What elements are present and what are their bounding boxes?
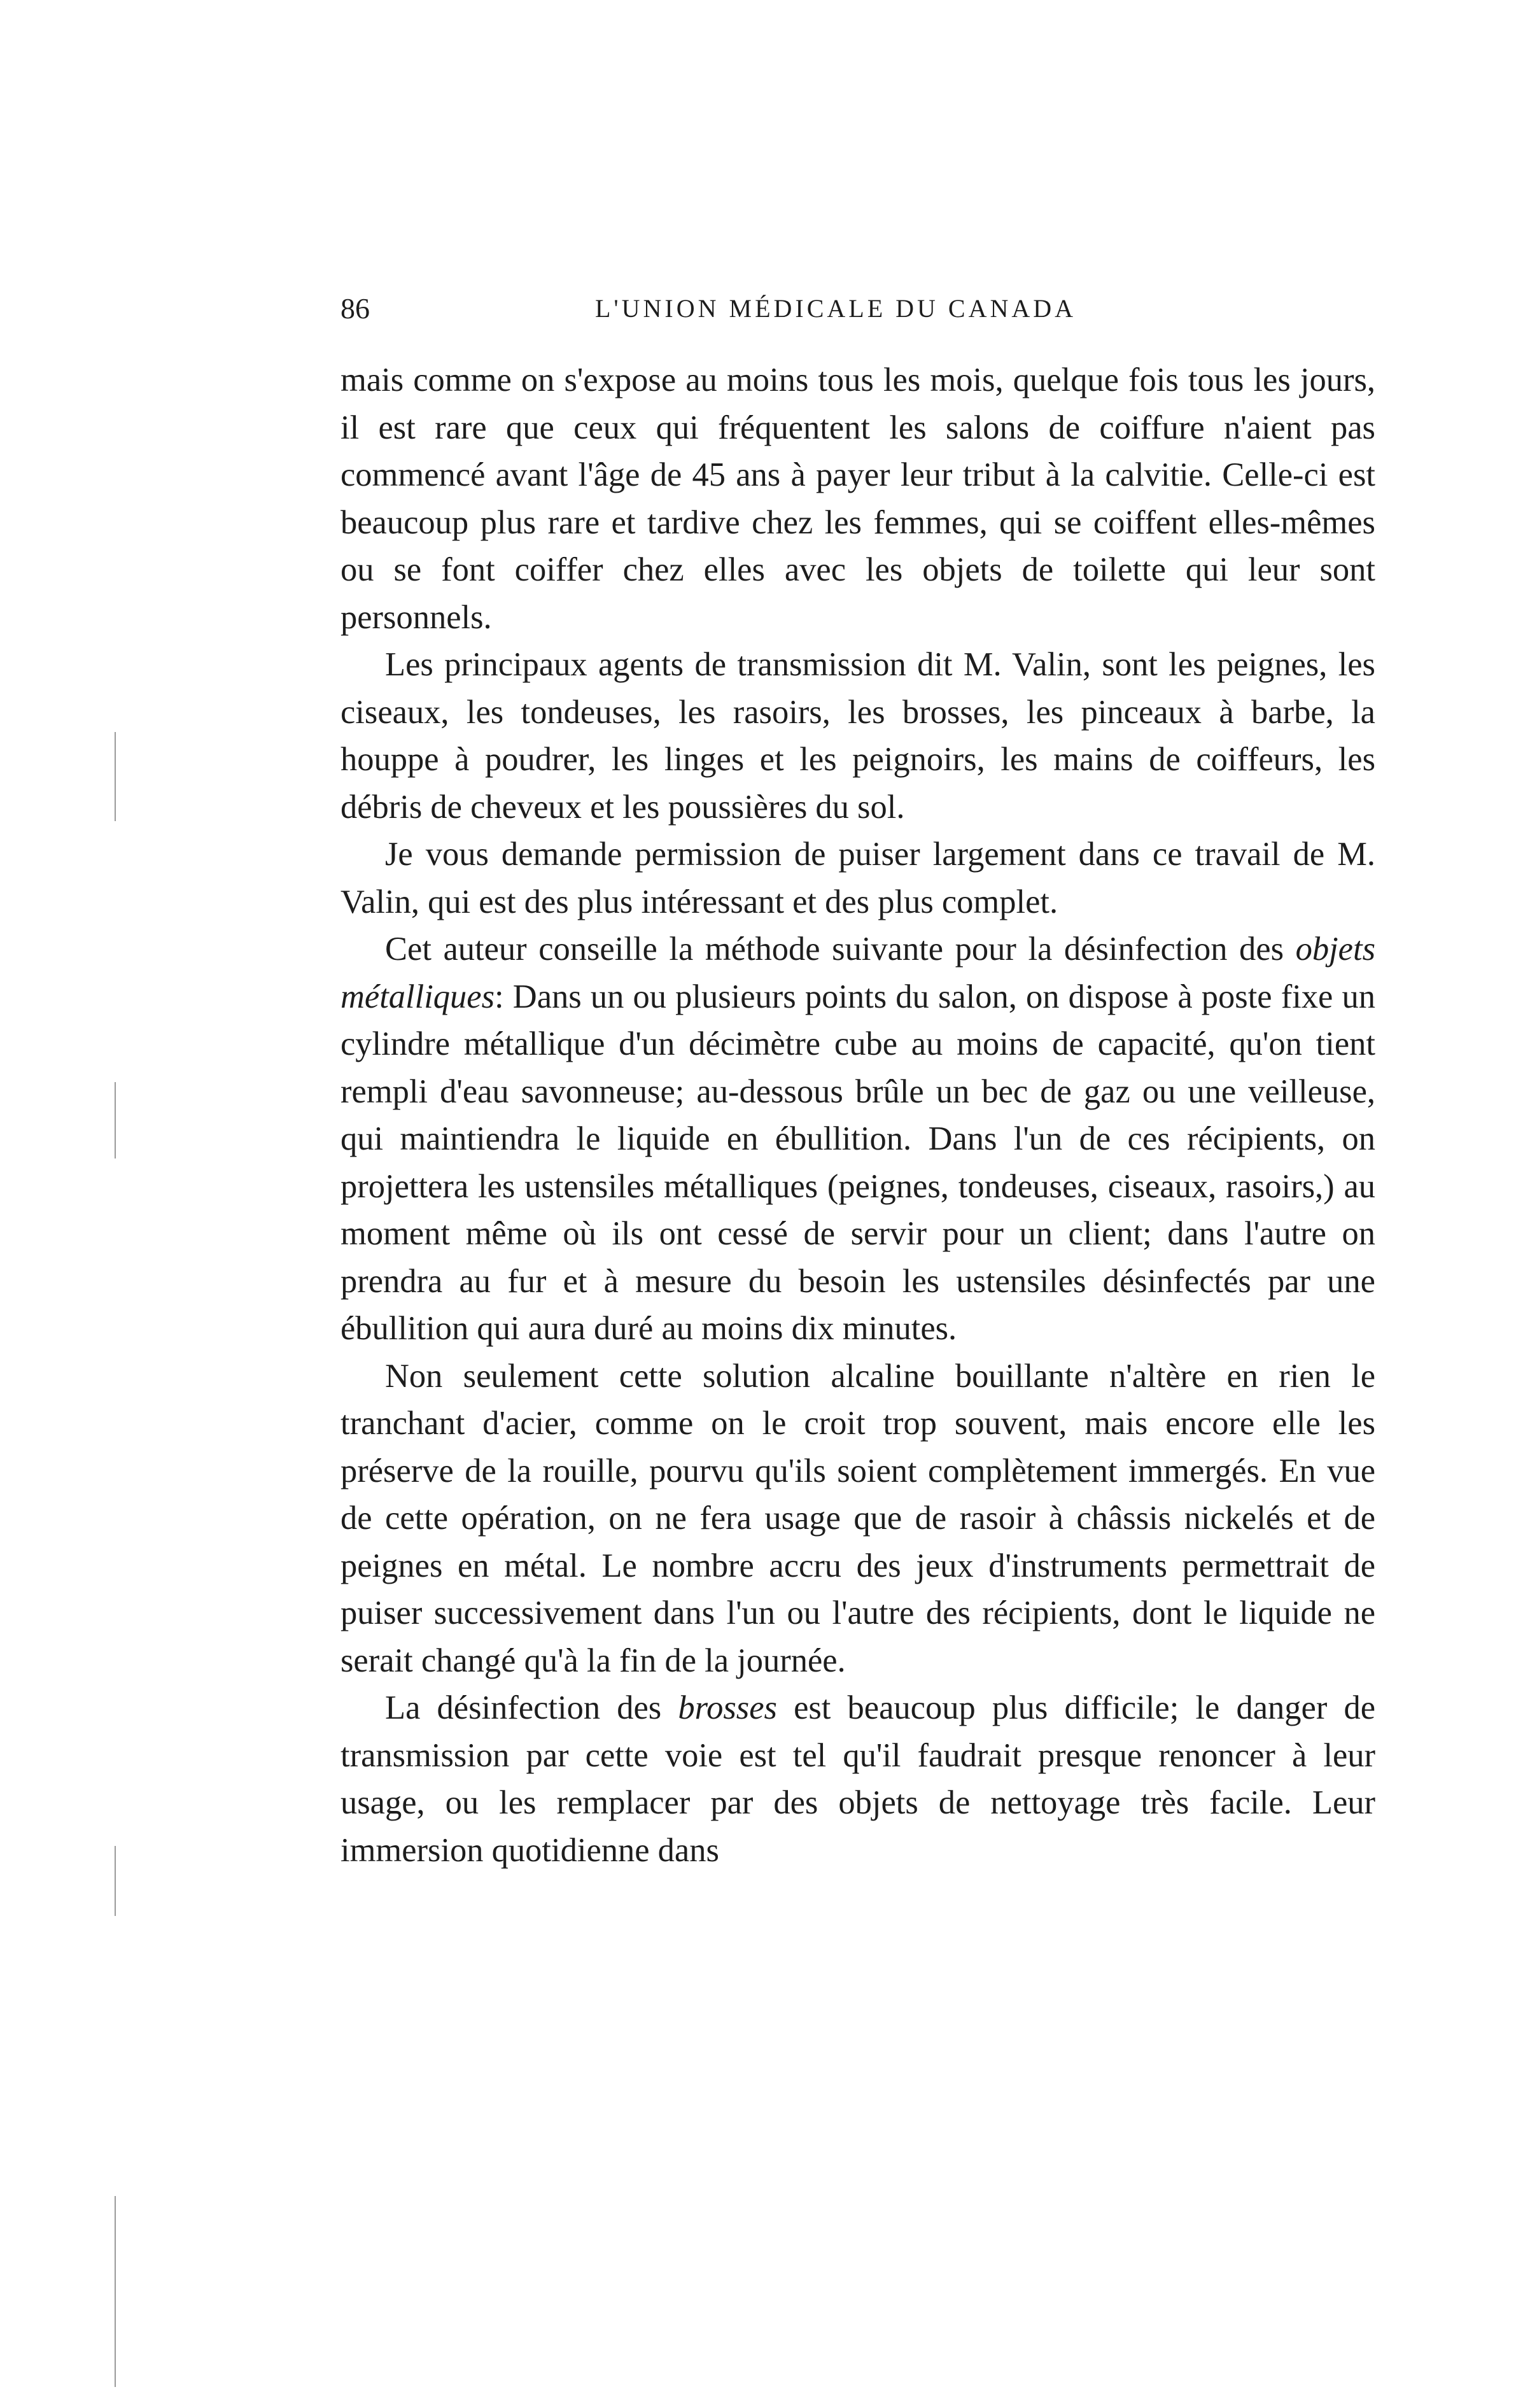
- paragraph-6: [340, 1684, 1375, 1874]
- paragraph-4: [340, 926, 1375, 1353]
- margin-speck-3: [115, 1846, 116, 1916]
- paragraph-3: Je vous demande permission de puiser largement dans ce travail de M. Valin, qui est des plus intéressant et des plus complet.: [340, 836, 1375, 920]
- margin-speck-4: [115, 2196, 116, 2387]
- margin-speck-1: [115, 732, 116, 821]
- paragraph-2: Les principaux agents de transmission dit M. Valin, sont les peignes, les ciseaux, les tondeuses, les rasoirs, les brosses, les pinceaux à barbe, la houppe à poudrer, les linges et les peignoirs, les mains de coiffeurs, les débris de cheveux et les poussières du sol.: [340, 646, 1375, 826]
- paragraph-6-italic: brosses: [678, 1689, 777, 1726]
- margin-speck-2: [115, 1082, 116, 1158]
- paragraph-6-text-before: La désinfection des: [385, 1689, 678, 1726]
- paragraph-6-text-after: est beaucoup plus difficile; le danger de transmission par cette voie est tel qu'il faudrait presque renoncer à leur usage, ou les remplacer par des objets de nettoyage très facile. Leur immersion quotidienne dans: [340, 1689, 1375, 1869]
- paragraph-1: mais comme on s'expose au moins tous les mois, quelque fois tous les jours, il est rare que ceux qui fréquentent les salons de coiffure n'aient pas commencé avant l'âge de 45 ans à payer leur tribut à la calvitie. Celle-ci est beaucoup plus rare et tardive chez les femmes, qui se coiffent elles-mêmes ou se font coiffer chez elles avec les objets de toilette qui leur sont personnels.: [340, 362, 1375, 636]
- page-number: 86: [340, 292, 370, 325]
- page-header: [340, 290, 1375, 328]
- body-text: [340, 356, 1375, 1874]
- paragraph-4-text-after: : Dans un ou plusieurs points du salon, on dispose à poste fixe un cylindre métallique d'un décimètre cube au moins de capacité, qu'on tient rempli d'eau savonneuse; au-dessous brûle un bec de gaz ou une veilleuse, qui maintiendra le liquide en ébullition. Dans l'un de ces récipients, on projettera les ustensiles métalliques (peignes, tondeuses, ciseaux, rasoirs,) au moment même où ils ont cessé de servir pour un client; dans l'autre on prendra au fur et à mesure du besoin les ustensiles désinfectés par une ébullition qui aura duré au moins dix minutes.: [340, 978, 1375, 1347]
- paragraph-4-text-before: Cet auteur conseille la méthode suivante pour la désinfection des: [385, 931, 1296, 968]
- running-title: L'UNION MÉDICALE DU CANADA: [595, 294, 1077, 323]
- paragraph-4-italic: objets métalliques: [340, 931, 1375, 1015]
- paragraph-5: Non seulement cette solution alcaline bouillante n'altère en rien le tranchant d'acier, comme on le croit trop souvent, mais encore elle les préserve de la rouille, pourvu qu'ils soient complètement immergés. En vue de cette opération, on ne fera usage que de rasoir à châssis nickelés et de peignes en métal. Le nombre accru des jeux d'instruments permettrait de puiser successivement dans l'un ou l'autre des récipients, dont le liquide ne serait changé qu'à la fin de la journée.: [340, 1357, 1375, 1679]
